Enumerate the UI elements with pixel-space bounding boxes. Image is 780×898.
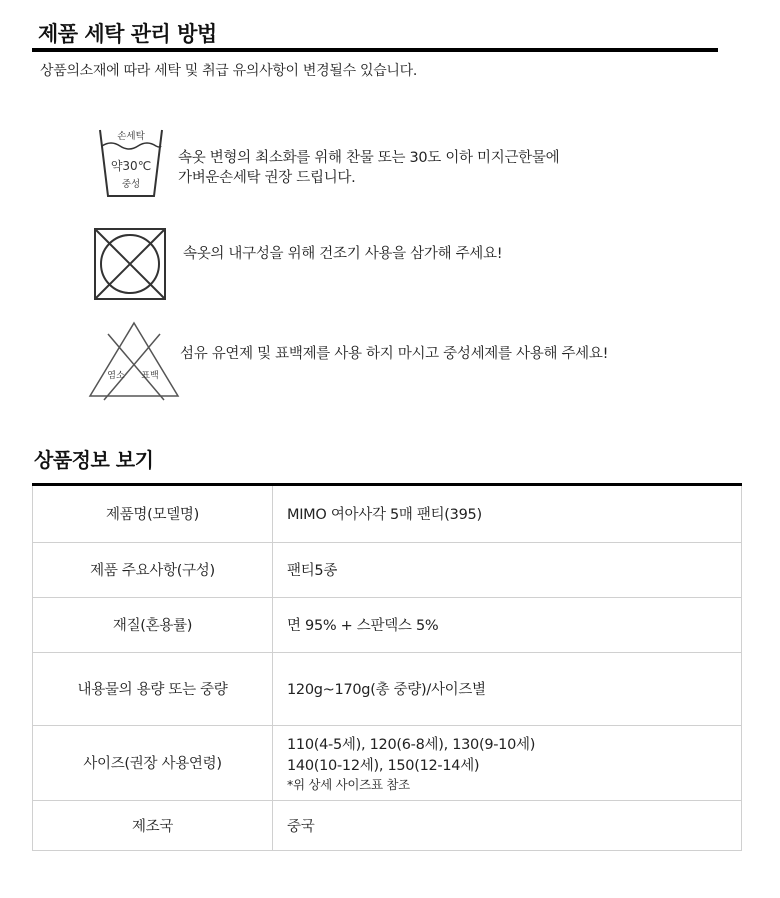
row-label-size: 사이즈(권장 사용연령) <box>33 725 273 800</box>
row-label-model: 제품명(모델명) <box>33 486 273 542</box>
table-row <box>33 800 742 850</box>
hand-wash-icon-label-temp: 약30℃ <box>110 159 152 173</box>
size-line-1: 110(4-5세), 120(6-8세), 130(9-10세) <box>287 736 536 753</box>
row-value-weight: 120g~170g(총 중량)/사이즈별 <box>273 652 742 725</box>
row-value-origin: 중국 <box>273 800 742 850</box>
table-row <box>33 725 742 800</box>
no-bleach-icon <box>86 320 182 402</box>
no-tumble-dry-icon <box>92 226 168 302</box>
care-text-line: 가벼운손세탁 권장 드립니다. <box>178 170 356 186</box>
care-text-line: 속옷 변형의 최소화를 위해 찬물 또는 30도 이하 미지근한물에 <box>178 150 560 166</box>
hand-wash-icon-label-bottom: 중성 <box>121 179 141 190</box>
care-subtitle: 상품의소재에 따라 세탁 및 취급 유의사항이 변경될수 있습니다. <box>40 63 418 79</box>
table-row <box>33 597 742 652</box>
row-label-composition: 제품 주요사항(구성) <box>33 542 273 597</box>
no-bleach-icon-label-right: 표백 <box>141 371 159 381</box>
care-title-divider <box>32 48 718 52</box>
row-value-size <box>273 725 742 800</box>
hand-wash-30c-icon <box>96 124 166 204</box>
care-title: 제품 세탁 관리 방법 <box>38 22 217 46</box>
table-row <box>33 652 742 725</box>
row-label-origin: 제조국 <box>33 800 273 850</box>
care-text-no-bleach: 섬유 유연제 및 표백제를 사용 하지 마시고 중성세제를 사용해 주세요! <box>180 346 609 362</box>
size-note: *위 상세 사이즈표 참조 <box>287 776 410 792</box>
row-value-model: MIMO 여아사각 5매 팬티(395) <box>273 486 742 542</box>
table-row <box>33 486 742 542</box>
info-title: 상품정보 보기 <box>34 448 154 472</box>
row-label-weight: 내용물의 용량 또는 중량 <box>33 652 273 725</box>
row-label-material: 재질(혼용률) <box>33 597 273 652</box>
care-text-no-dryer: 속옷의 내구성을 위해 건조기 사용을 삼가해 주세요! <box>183 246 503 262</box>
size-line-2: 140(10-12세), 150(12-14세) <box>287 757 480 774</box>
row-value-composition: 팬티5종 <box>273 542 742 597</box>
no-bleach-icon-label-left: 염소 <box>107 371 125 381</box>
care-text-hand-wash <box>178 148 559 188</box>
product-info-table <box>32 486 742 851</box>
hand-wash-icon-label-top: 손세탁 <box>117 131 145 142</box>
table-row <box>33 542 742 597</box>
row-value-material: 면 95% + 스판덱스 5% <box>273 597 742 652</box>
